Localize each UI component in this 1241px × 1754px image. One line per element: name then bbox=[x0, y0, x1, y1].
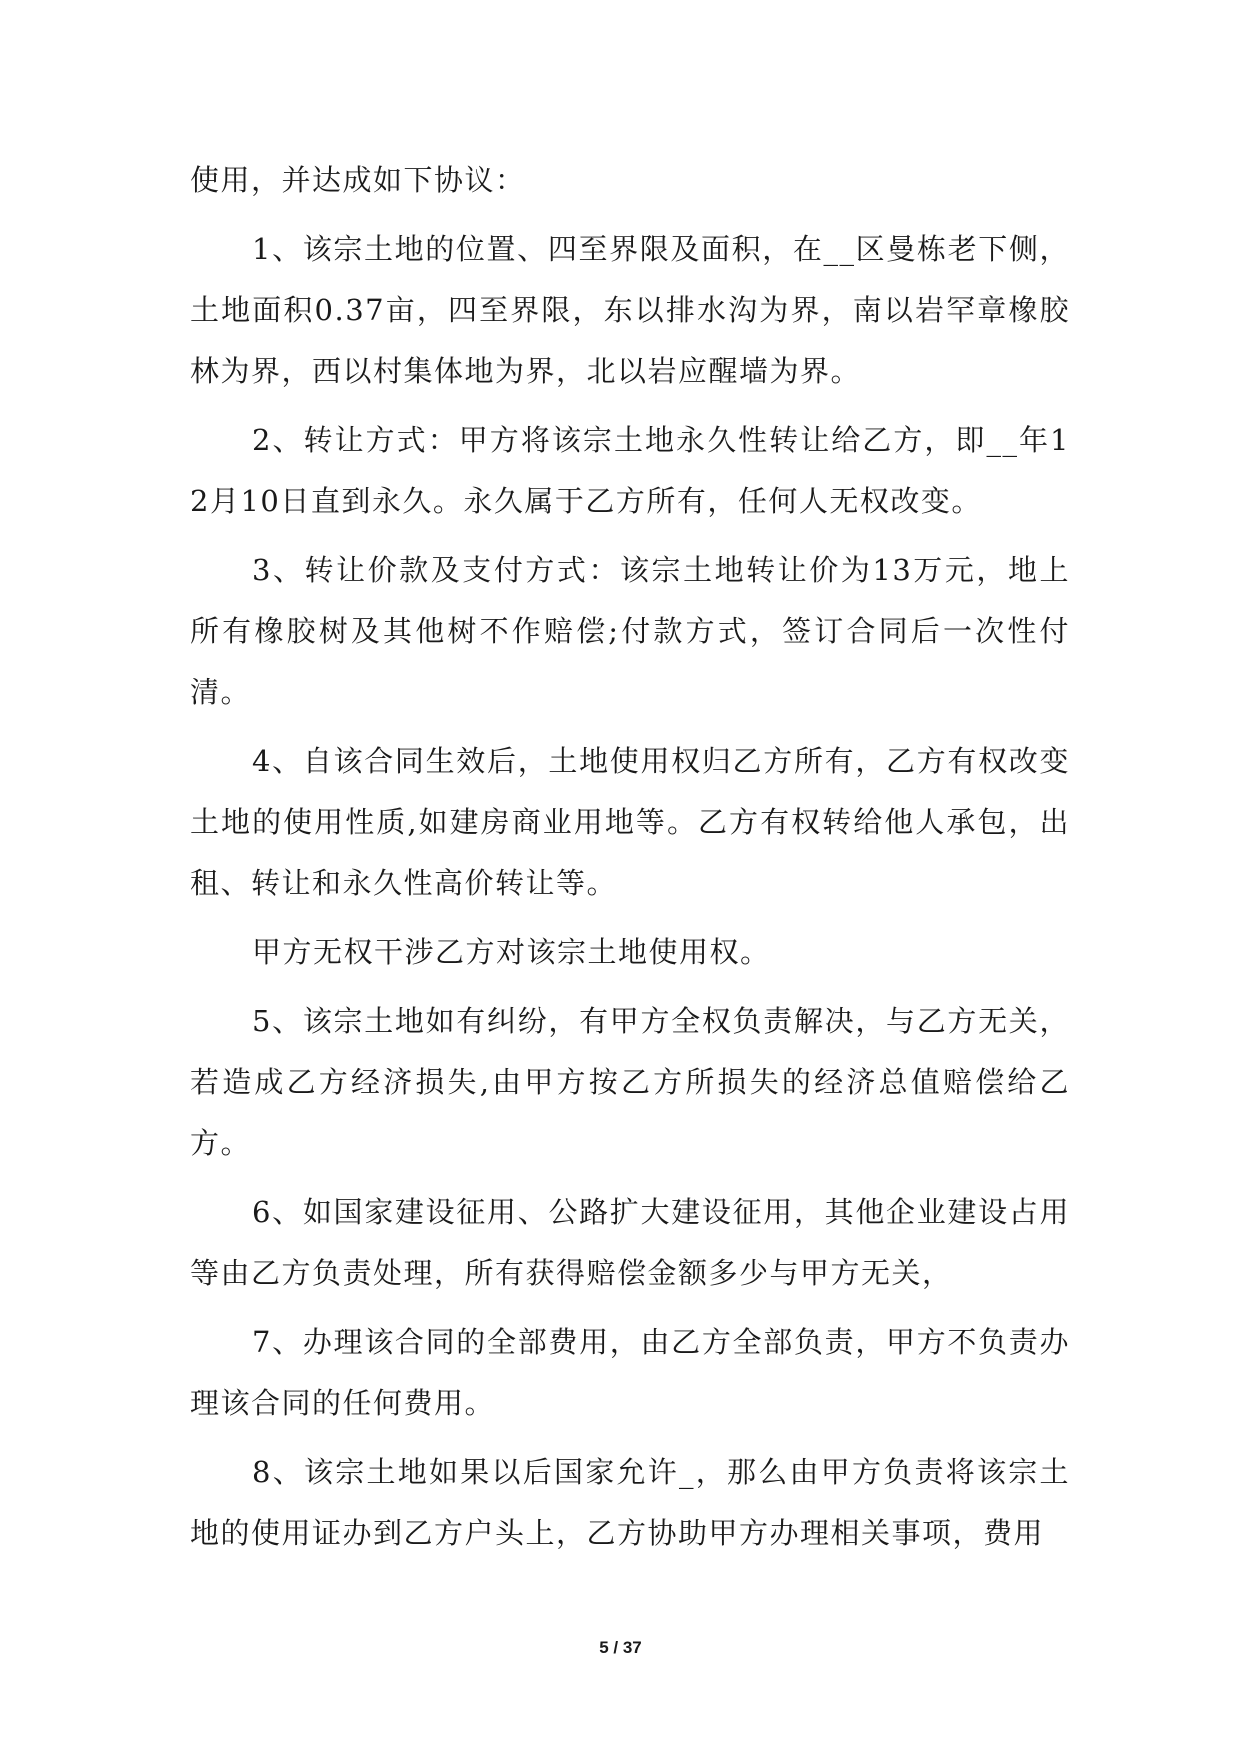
paragraph-clause-1: 1、该宗土地的位置、四至界限及面积，在__区曼栋老下侧，土地面积0.37亩，四至界限，东以排水沟为界，南以岩罕章橡胶林为界，西以村集体地为界，北以岩应醒墙为界。 bbox=[190, 232, 1070, 388]
page-number: 5 / 37 bbox=[599, 1638, 642, 1657]
paragraph-clause-7: 7、办理该合同的全部费用，由乙方全部负责，甲方不负责办理该合同的任何费用。 bbox=[190, 1325, 1070, 1420]
paragraph-clause-6: 6、如国家建设征用、公路扩大建设征用，其他企业建设占用等由乙方负责处理，所有获得赔偿金额多少与甲方无关， bbox=[190, 1195, 1070, 1290]
document-body bbox=[190, 150, 1070, 1564]
paragraph-clause-8: 8、该宗土地如果以后国家允许_，那么由甲方负责将该宗土地的使用证办到乙方户头上，乙方协助甲方办理相关事项，费用 bbox=[190, 1455, 1070, 1550]
paragraph-clause-4: 4、自该合同生效后，土地使用权归乙方所有，乙方有权改变土地的使用性质,如建房商业用地等。乙方有权转给他人承包，出租、转让和永久性高价转让等。 bbox=[190, 744, 1070, 900]
paragraph-clause-2: 2、转让方式：甲方将该宗土地永久性转让给乙方，即__年12月10日直到永久。永久属于乙方所有，任何人无权改变。 bbox=[190, 423, 1070, 518]
paragraph-clause-5: 5、该宗土地如有纠纷，有甲方全权负责解决，与乙方无关，若造成乙方经济损失,由甲方按乙方所损失的经济总值赔偿给乙方。 bbox=[190, 1004, 1070, 1160]
paragraph-clause-3: 3、转让价款及支付方式：该宗土地转让价为13万元，地上所有橡胶树及其他树不作赔偿;付款方式，签订合同后一次性付清。 bbox=[190, 553, 1070, 709]
paragraph-clause-4-note: 甲方无权干涉乙方对该宗土地使用权。 bbox=[252, 935, 771, 969]
paragraph-intro: 使用，并达成如下协议： bbox=[190, 163, 526, 197]
